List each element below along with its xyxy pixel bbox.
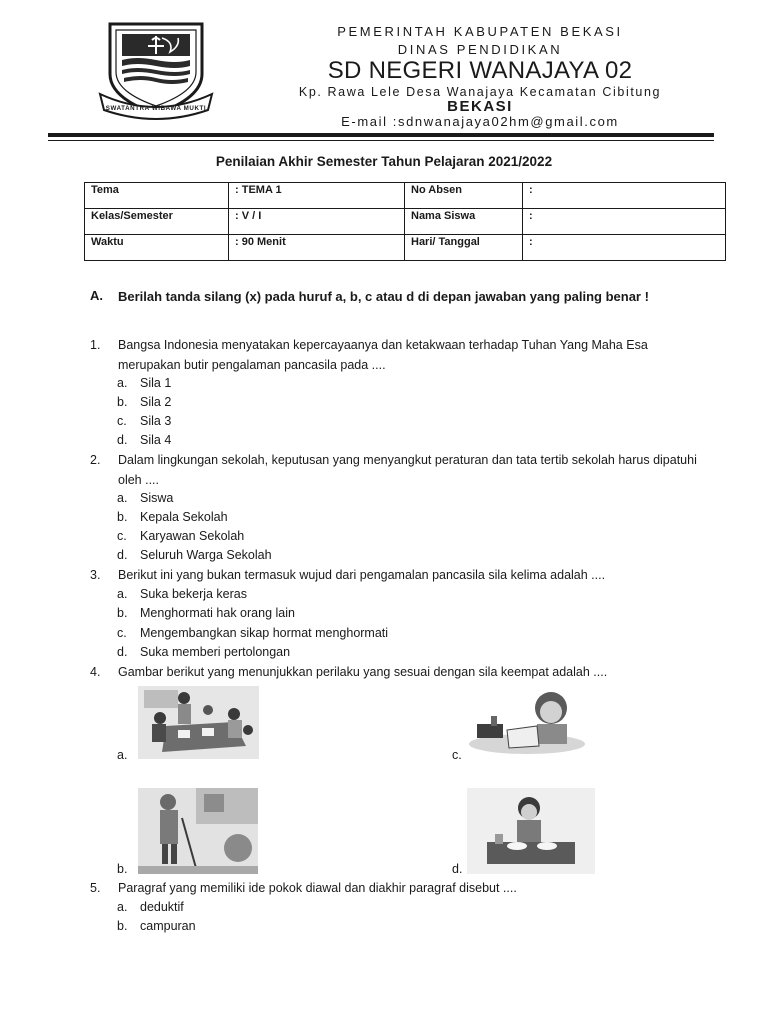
letterhead-divider — [48, 133, 714, 137]
option-label[interactable]: a. — [117, 900, 128, 914]
option-text: Karyawan Sekolah — [140, 529, 245, 543]
question-text: Dalam lingkungan sekolah, keputusan yang menyangkut peraturan dan tata tertib sekolah harus dipatuhi oleh .... — [118, 453, 697, 487]
option-label[interactable]: b. — [117, 395, 128, 409]
info-label: Hari/ Tanggal — [405, 235, 523, 261]
letterhead-divider-thin — [48, 140, 714, 141]
option-text: deduktif — [140, 900, 184, 914]
info-label: No Absen — [405, 183, 523, 209]
question-text: Berikut ini yang bukan termasuk wujud dari pengamalan pancasila sila kelima adalah .... — [118, 568, 606, 582]
option-text: Suka memberi pertolongan — [140, 645, 291, 659]
table-row — [85, 235, 726, 261]
option-label[interactable]: b. — [117, 919, 128, 933]
option-label[interactable]: a. — [117, 491, 128, 505]
option-label[interactable]: d. — [452, 862, 463, 876]
school-name: SD NEGERI WANAJAYA 02 — [327, 57, 633, 84]
question-number: 5. — [90, 881, 101, 895]
option-label[interactable]: b. — [117, 510, 128, 524]
info-label: Waktu — [85, 235, 229, 261]
option-text: Mengembangkan sikap hormat menghormati — [140, 626, 389, 640]
info-value: : — [523, 209, 726, 235]
option-text: Seluruh Warga Sekolah — [140, 548, 272, 562]
question-text: Paragraf yang memiliki ide pokok diawal dan diakhir paragraf disebut .... — [118, 881, 517, 895]
school-address: Kp. Rawa Lele Desa Wanajaya Kecamatan Cibitung — [298, 85, 662, 99]
question-number: 1. — [90, 338, 101, 352]
option-label[interactable]: d. — [117, 548, 128, 562]
group-discussion-illustration — [138, 686, 259, 759]
option-text: campuran — [140, 919, 196, 933]
info-value: : 90 Menit — [229, 235, 405, 261]
option-text: Sila 2 — [140, 395, 172, 409]
question-text: Bangsa Indonesia menyatakan kepercayaanya dan ketakwaan terhadap Tuhan Yang Maha Esa merupakan butir pengalaman pancasila pada .... — [118, 338, 648, 372]
option-label[interactable]: c. — [117, 529, 127, 543]
student-info-table — [84, 182, 726, 261]
logo-motto-text: SWATANTRA WIBAWA MUKTI — [105, 105, 207, 112]
school-email: E-mail :sdnwanajaya02hm@gmail.com — [341, 114, 619, 129]
option-label[interactable]: a. — [117, 748, 128, 762]
info-value: : — [523, 235, 726, 261]
info-label: Kelas/Semester — [85, 209, 229, 235]
option-text: Siswa — [140, 491, 174, 505]
option-label[interactable]: b. — [117, 862, 128, 876]
question-number: 2. — [90, 453, 101, 467]
option-label[interactable]: b. — [117, 606, 128, 620]
option-text: Menghormati hak orang lain — [140, 606, 295, 620]
question-number: 4. — [90, 665, 101, 679]
info-value: : — [523, 183, 726, 209]
option-label[interactable]: d. — [117, 645, 128, 659]
government-name: PEMERINTAH KABUPATEN BEKASI — [337, 24, 623, 39]
info-label: Tema — [85, 183, 229, 209]
option-label[interactable]: c. — [117, 414, 127, 428]
option-label[interactable]: d. — [117, 433, 128, 447]
info-value: : V / I — [229, 209, 405, 235]
bekasi-regency-logo — [96, 16, 216, 122]
option-text: Sila 3 — [140, 414, 172, 428]
section-letter: A. — [90, 288, 103, 303]
option-text: Kepala Sekolah — [140, 510, 228, 524]
table-row — [85, 209, 726, 235]
question-text: Gambar berikut yang menunjukkan perilaku yang sesuai dengan sila keempat adalah .... — [118, 665, 608, 679]
info-label: Nama Siswa — [405, 209, 523, 235]
info-value: : TEMA 1 — [229, 183, 405, 209]
option-label[interactable]: a. — [117, 376, 128, 390]
boy-reading-book-illustration — [467, 686, 591, 759]
option-label[interactable]: c. — [117, 626, 127, 640]
question-number: 3. — [90, 568, 101, 582]
option-text: Suka bekerja keras — [140, 587, 248, 601]
option-text: Sila 1 — [140, 376, 172, 390]
section-instruction: Berilah tanda silang (x) pada huruf a, b, c atau d di depan jawaban yang paling benar ! — [118, 289, 649, 304]
school-city: BEKASI — [447, 98, 513, 115]
boy-washing-dishes-illustration — [467, 788, 595, 874]
department-name: DINAS PENDIDIKAN — [397, 42, 563, 57]
sweeping-illustration — [138, 788, 258, 874]
option-text: Sila 4 — [140, 433, 172, 447]
exam-title: Penilaian Akhir Semester Tahun Pelajaran 2021/2022 — [215, 154, 553, 169]
option-label[interactable]: a. — [117, 587, 128, 601]
option-label[interactable]: c. — [452, 748, 462, 762]
table-row — [85, 183, 726, 209]
